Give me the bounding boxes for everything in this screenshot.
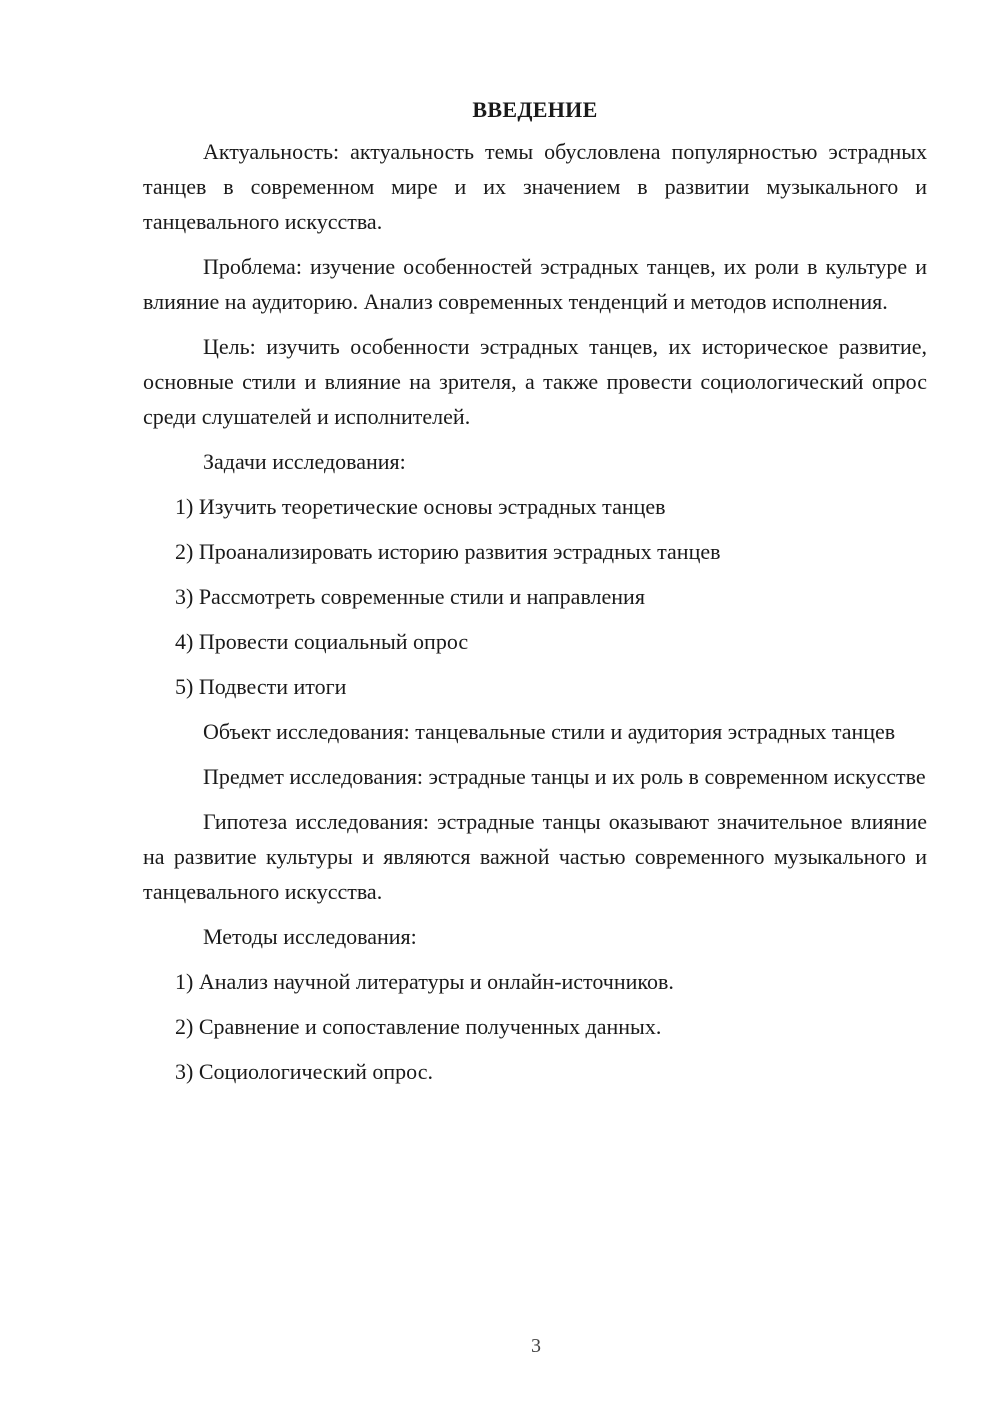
list-item: 2) Сравнение и сопоставление полученных данных. [175,1014,662,1039]
object-paragraph: Объект исследования: танцевальные стили и аудитория эстрадных танцев [203,719,896,744]
page-content [143,92,927,1099]
list-item: 3) Рассмотреть современные стили и направления [175,584,645,609]
tasks-heading: Задачи исследования: [203,449,406,474]
hypothesis-paragraph: Гипотеза исследования: эстрадные танцы оказывают значительное влияние на развитие культуры и являются важной частью современного музыкального и танцевального искусства. [143,809,927,904]
methods-list [143,964,927,1089]
list-item: 1) Изучить теоретические основы эстрадных танцев [175,494,666,519]
list-item: 1) Анализ научной литературы и онлайн-источников. [175,969,674,994]
methods-heading: Методы исследования: [203,924,417,949]
tasks-list [143,489,927,704]
subject-paragraph: Предмет исследования: эстрадные танцы и их роль в современном искусстве [203,764,926,789]
problem-paragraph: Проблема: изучение особенностей эстрадных танцев, их роли в культуре и влияние на аудиторию. Анализ современных тенденций и методов исполнения. [143,254,927,314]
list-item: 4) Провести социальный опрос [175,629,469,654]
goal-paragraph: Цель: изучить особенности эстрадных танцев, их историческое развитие, основные стили и влияние на зрителя, а также провести социологический опрос среди слушателей и исполнителей. [143,334,927,429]
list-item: 3) Социологический опрос. [175,1059,433,1084]
page-title: ВВЕДЕНИЕ [472,97,598,122]
list-item: 2) Проанализировать историю развития эстрадных танцев [175,539,721,564]
list-item: 5) Подвести итоги [175,674,347,699]
relevance-paragraph: Актуальность: актуальность темы обусловлена популярностью эстрадных танцев в современном мире и их значением в развитии музыкального и танцевального искусства. [143,139,927,234]
page-number: 3 [531,1335,541,1357]
